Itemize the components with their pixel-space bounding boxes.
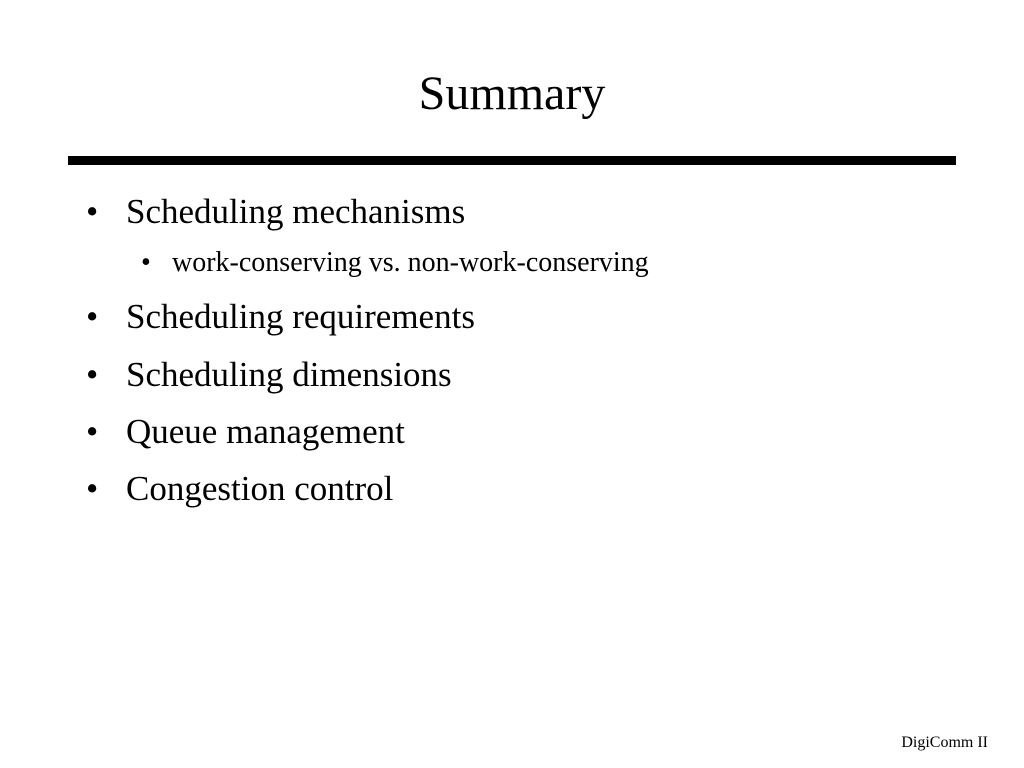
bullet-marker: •	[86, 192, 99, 231]
sub-bullet-marker: •	[141, 247, 151, 278]
bullet-text: Queue management	[126, 412, 405, 451]
bullet-text: Scheduling requirements	[126, 297, 475, 336]
bullet-text: Scheduling mechanisms	[126, 192, 466, 231]
bullet-item-congestion-control	[0, 467, 1024, 511]
sub-bullet-text: work-conserving vs. non-work-conserving	[172, 247, 649, 278]
bullet-item-queue-management	[0, 410, 1024, 454]
slide-title: Summary	[418, 67, 606, 120]
bullet-text: Scheduling dimensions	[126, 355, 452, 394]
bullet-marker: •	[86, 355, 99, 394]
bullet-marker: •	[86, 297, 99, 336]
slide-footer: DigiComm II	[901, 734, 988, 751]
bullet-item-scheduling-requirements	[0, 295, 1024, 339]
bullet-item-scheduling-dimensions	[0, 353, 1024, 397]
sub-bullet-item-work-conserving	[0, 245, 1024, 281]
bullet-marker: •	[86, 412, 99, 451]
bullet-item-scheduling-mechanisms	[0, 190, 1024, 234]
bullet-marker: •	[86, 469, 99, 508]
bullet-text: Congestion control	[126, 469, 394, 508]
